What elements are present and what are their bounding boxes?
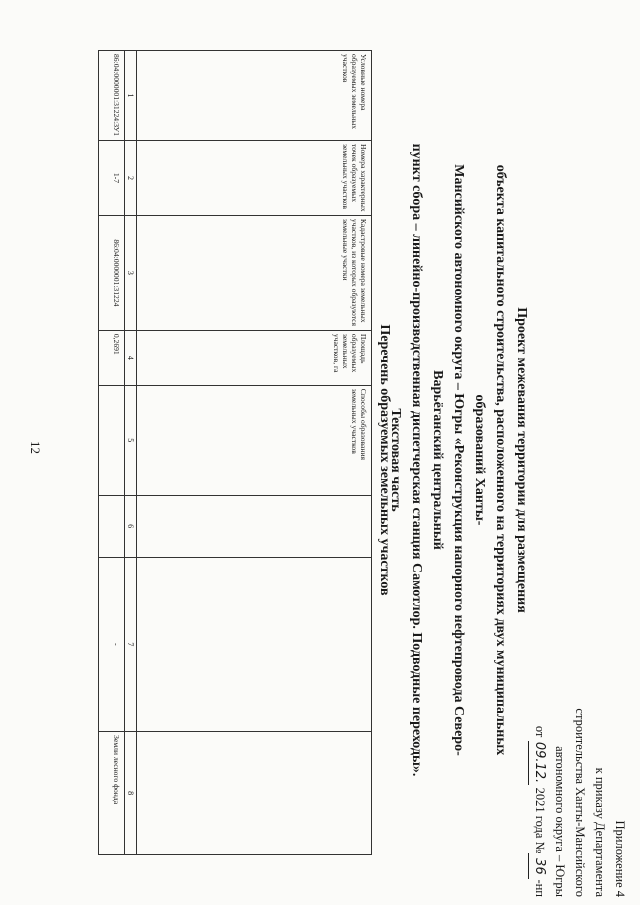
appendix-line-2: к приказу Департамента [593, 767, 607, 897]
appendix-header [528, 597, 630, 897]
cell-method [99, 385, 125, 495]
cell-conditional-numbers: - [99, 557, 125, 732]
cell-area: 0,2691 [99, 330, 125, 385]
column-number: 6 [125, 495, 137, 557]
title-line-5: Текстовая часть [388, 408, 403, 512]
header-cell: Способы образования земельных участков [137, 385, 372, 495]
column-number: 7 [125, 557, 137, 732]
page-number: 12 [28, 441, 43, 454]
column-number: 3 [125, 215, 137, 330]
appendix-line-3: строительства Ханты-Мансийского [573, 708, 587, 897]
header-cell: Номера характерных точек образуемых земельных участков [137, 140, 372, 215]
column-number: 4 [125, 330, 137, 385]
cell-points: 1-7 [99, 140, 125, 215]
date-day-month: 09.12. [528, 741, 549, 785]
title-line-2: объекта капитального строительства, расположенного на территориях двух муниципальных образований Ханты- [472, 164, 508, 756]
land-plots-table [98, 50, 372, 855]
date-year: 2021 года № [533, 787, 547, 854]
header-cell: Площадь образуемых земельных участков, га [137, 330, 372, 385]
cell-land-category: Земли лесного фонда [99, 732, 125, 855]
table-row [99, 51, 125, 855]
title-line-1: Проект межевания территории для размещения [514, 307, 529, 613]
table-title: Перечень образуемых земельных участков [377, 324, 392, 596]
column-number: 8 [125, 732, 137, 855]
appendix-line-1: Приложение 4 [613, 820, 627, 897]
title-line-3: Мансийского автономного округа – Югры «Реконструкция напорного нефтепровода Северо-Варьёганский центральный [430, 164, 466, 756]
header-cell [137, 495, 372, 557]
header-cell: Условные номера образуемых земельных участков [137, 51, 372, 141]
cell-public-use [99, 495, 125, 557]
column-number: 2 [125, 140, 137, 215]
order-number-suffix: -нп [533, 879, 547, 897]
column-number: 1 [125, 51, 137, 141]
document-title [385, 140, 532, 780]
header-cell [137, 557, 372, 732]
column-number: 5 [125, 385, 137, 495]
table-header-row [137, 51, 372, 855]
title-line-4: пункт сбора – линейно-производственная диспетчерская станция Самотлор. Подводные переходы». [409, 143, 424, 777]
cell-plot-number: 86:04:0000001:31224:ЗУ1 [99, 51, 125, 141]
header-cell: Кадастровые номера земельных участков, из которых образуются земельные участки [137, 215, 372, 330]
order-number: 36 [528, 853, 549, 879]
date-prefix: от [533, 725, 547, 738]
column-number-row [125, 51, 137, 855]
appendix-line-4: автономного округа – Югры [553, 746, 567, 897]
header-cell [137, 732, 372, 855]
cell-cadastral-number: 86:04:0000001:31224 [99, 215, 125, 330]
